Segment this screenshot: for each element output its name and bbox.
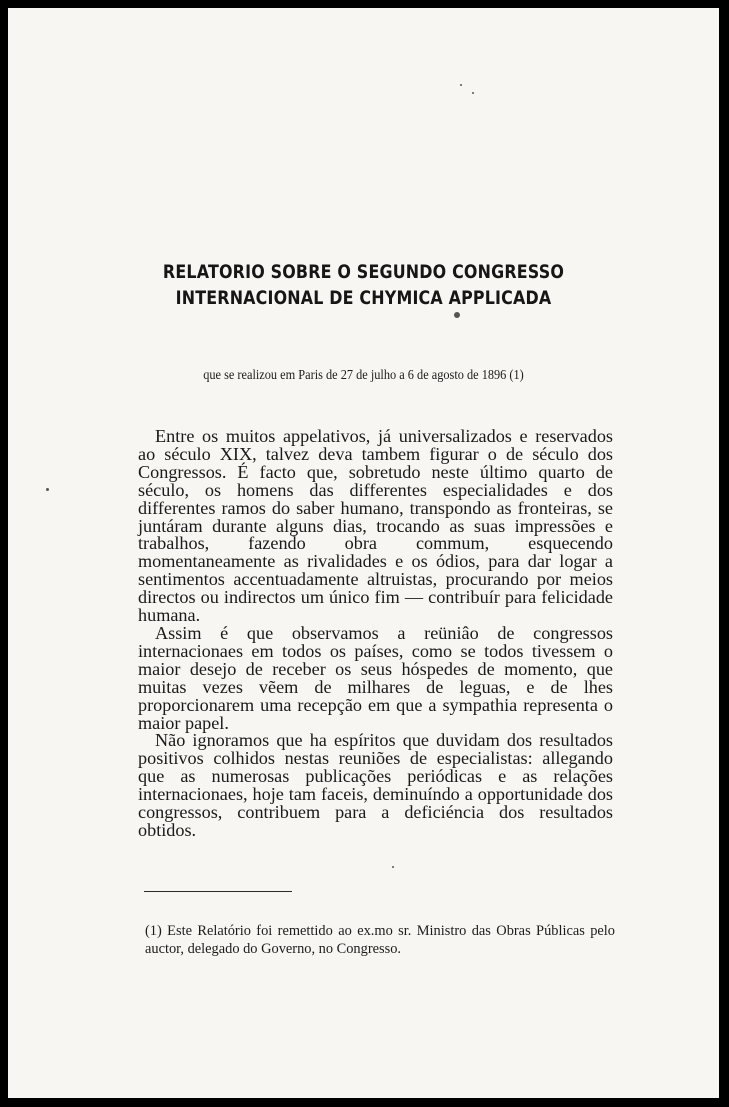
document-title-line-1: RELATORIO SOBRE O SEGUNDO CONGRESSO xyxy=(162,262,565,283)
print-speck xyxy=(392,866,394,868)
print-speck xyxy=(454,312,460,318)
print-speck xyxy=(472,92,474,94)
print-speck xyxy=(46,488,49,491)
document-subtitle: que se realizou em Paris de 27 de julho a 6 de agosto de 1896 (1) xyxy=(203,368,524,383)
footnote xyxy=(145,922,615,958)
footnote-text: (1) Este Relatório foi remettido ao ex.mo sr. Ministro das Obras Públicas pelo auctor, delegado do Governo, no Congresso. xyxy=(145,923,615,957)
document-body xyxy=(138,428,613,840)
document-title-line-2: INTERNACIONAL DE CHYMICA APPLICADA xyxy=(175,288,552,309)
document-page xyxy=(8,8,719,1098)
footnote-divider xyxy=(144,891,292,892)
paragraph-2: Assim é que observamos a reüniâo de congressos internacionaes em todos os países, como se todos tivessem o maior desejo de receber os seus hóspedes de momento, que muitas vezes vẽem de milhares de leguas, e de lhes proporcionarem uma recepção em que a sympathia representa o maior papel. xyxy=(138,622,613,733)
paragraph-3: Não ignoramos que ha espíritos que duvidam dos resultados positivos colhidos nestas reuniões de especialistas: allegando que as numerosas publicações periódicas e as relações internacionaes, hoje tam faceis, deminuíndo a opportunidade dos congressos, contribuem para a deficiéncia dos resultados obtidos. xyxy=(138,730,613,840)
paragraph-1: Entre os muitos appelativos, já universalizados e reservados ao século XIX, talvez deva tambem figurar o de século dos Congressos. É facto que, sobretudo neste último quarto de século, os homens das differentes especialidades e dos differentes ramos do saber humano, transpondo as fronteiras, se juntáram durante alguns dias, trocando as suas impressões e trabalhos, fazendo obra commum, esquecendo momentaneamente as rivalidades e os ódios, para dar logar a sentimentos accentuadamente altruistas, procurando por meios directos ou indirectos um único fim — contribuír para felicidade humana. xyxy=(138,426,613,626)
print-speck xyxy=(460,84,462,86)
